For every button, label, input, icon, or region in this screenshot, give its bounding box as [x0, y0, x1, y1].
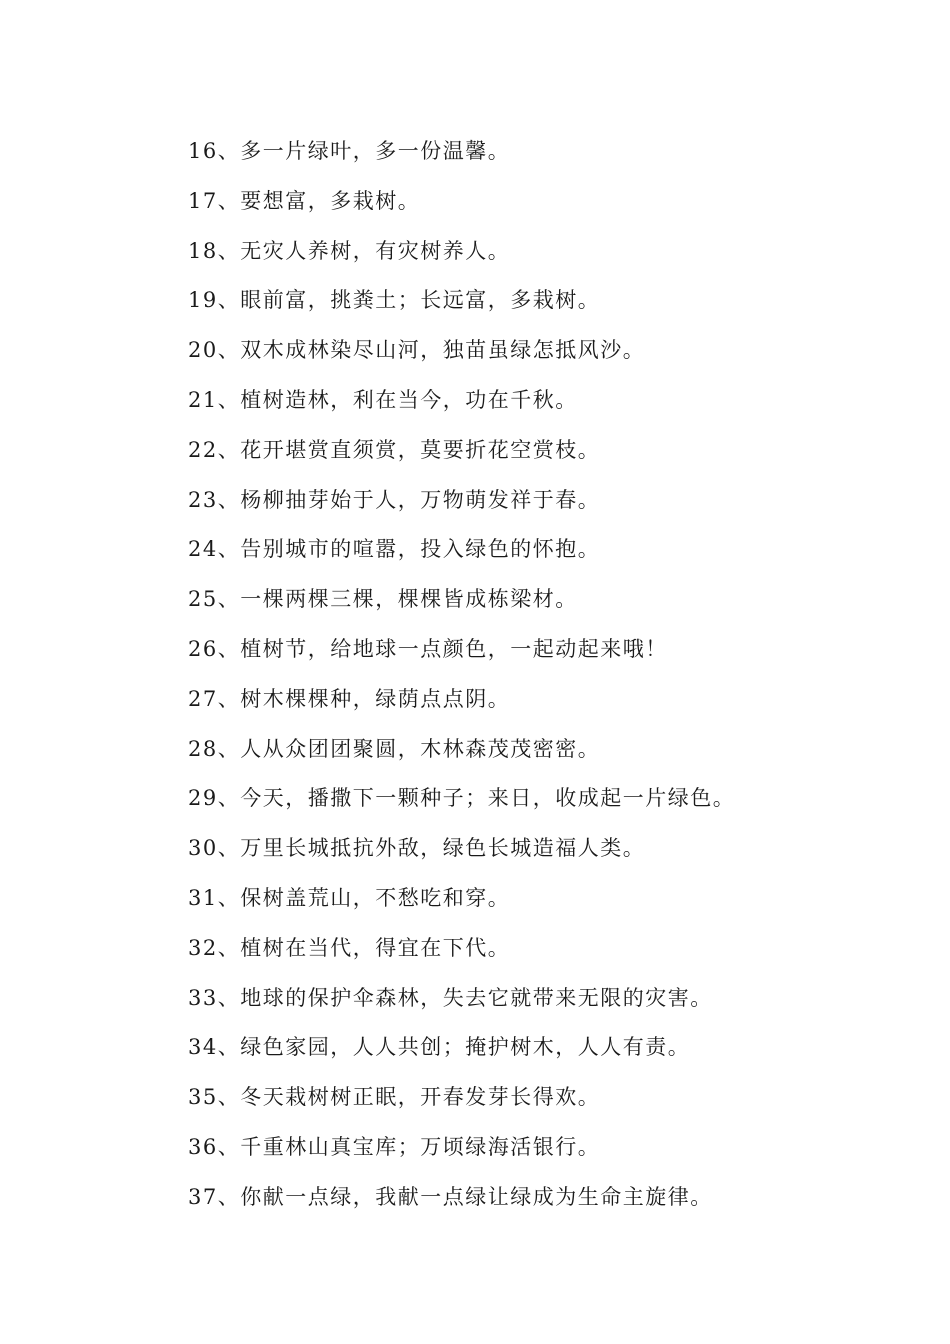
- list-item: 28、人从众团团聚圆，木林森茂茂密密。: [188, 736, 601, 761]
- list-item: 18、无灾人养树，有灾树养人。: [188, 238, 511, 263]
- list-item: 19、眼前富，挑粪土；长远富，多栽树。: [188, 288, 601, 313]
- list-item: 36、千重林山真宝库；万顷绿海活银行。: [188, 1134, 601, 1159]
- list-item: 25、一棵两棵三棵，棵棵皆成栋梁材。: [188, 587, 578, 612]
- list-item: 24、告别城市的喧嚣，投入绿色的怀抱。: [188, 537, 601, 562]
- list-item: 33、地球的保护伞森林，失去它就带来无限的灾害。: [188, 985, 713, 1010]
- list-item: 35、冬天栽树树正眠，开春发芽长得欢。: [188, 1085, 601, 1110]
- list-item: 32、植树在当代，得宜在下代。: [188, 935, 511, 960]
- list-item: 26、植树节，给地球一点颜色，一起动起来哦！: [188, 636, 668, 661]
- list-item: 23、杨柳抽芽始于人，万物萌发祥于春。: [188, 487, 601, 512]
- list-item: 22、花开堪赏直须赏，莫要折花空赏枝。: [188, 437, 601, 462]
- list-item: 34、绿色家园，人人共创；掩护树木，人人有责。: [188, 1035, 691, 1060]
- list-item: 37、你献一点绿，我献一点绿让绿成为生命主旋律。: [188, 1184, 713, 1209]
- slogan-list: [188, 133, 735, 1229]
- list-item: 29、今天，播撒下一颗种子；来日，收成起一片绿色。: [188, 786, 736, 811]
- list-item: 27、树木棵棵种，绿荫点点阴。: [188, 686, 511, 711]
- list-item: 20、双木成林染尽山河，独苗虽绿怎抵风沙。: [188, 338, 646, 363]
- list-item: 17、要想富，多栽树。: [188, 188, 421, 213]
- list-item: 31、保树盖荒山，不愁吃和穿。: [188, 885, 511, 910]
- list-item: 16、多一片绿叶，多一份温馨。: [188, 139, 511, 163]
- list-item: 30、万里长城抵抗外敌，绿色长城造福人类。: [188, 836, 646, 861]
- list-item: 21、植树造林，利在当今，功在千秋。: [188, 387, 578, 412]
